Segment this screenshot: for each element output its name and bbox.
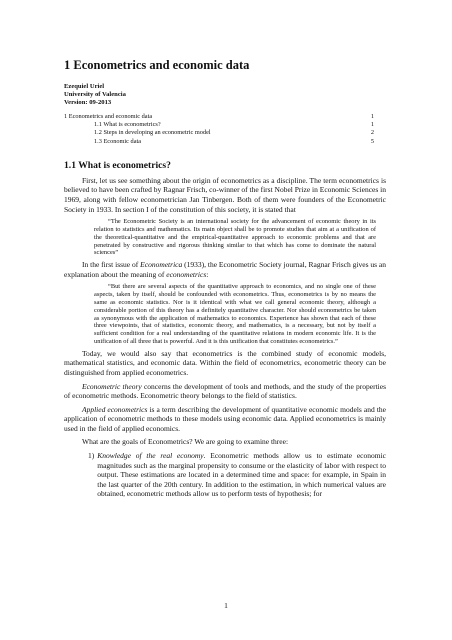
italic-text: Econometric theory xyxy=(82,381,142,391)
text-run: concerns the development of tools and methods, and the study of the properties of econometric methods. Econometric theory belongs to the field of statistics. xyxy=(64,381,387,401)
document-page xyxy=(64,58,386,499)
list-item xyxy=(88,451,386,499)
body-paragraph xyxy=(64,260,386,279)
body-paragraph: First, let us see something about the origin of econometrics as a discipline. The term econometrics is believed to have been crafted by Ragnar Frisch, co-winner of the first Nobel Prize in Economic Sciences in 1969, along with fellow econometrician Jan Tinbergen. Both of them were founders of the Econometric Society in 1933. In section I of the constitution of this society, it is stated that xyxy=(64,175,386,214)
toc-entry[interactable] xyxy=(64,113,386,121)
body-paragraph xyxy=(64,405,386,434)
text-run: In the first issue of xyxy=(82,260,141,270)
body-paragraph: What are the goals of Econometrics? We are going to examine three: xyxy=(82,437,289,447)
document-title: 1 Econometrics and economic data xyxy=(64,58,250,72)
text-run: . Econometric methods allow us to estimate economic magnitudes such as the marginal propensity to consume or the elasticity of labor with respect to output. These estimations are located in a determined time and space: for example, in Spain in the last quarter of the 20th century. In addition to the estimation, in which numerical values are obtained, econometric methods allow us to perform tests of hypothesis; for xyxy=(97,451,386,499)
toc-entry-label: 1 Econometrics and economic data xyxy=(64,113,153,120)
text-run: (1933), the Econometric Society journal, Ragnar Frisch gives us an explanation about the meaning of xyxy=(64,260,386,279)
italic-text: econometrics xyxy=(166,269,207,279)
page-number: 1 xyxy=(224,601,228,610)
italic-text: Applied econometrics xyxy=(82,404,148,414)
italic-text: Econometrica xyxy=(140,260,183,270)
toc-entry-page: 2 xyxy=(370,129,374,137)
text-run: : xyxy=(206,269,209,279)
toc-entry-page: 5 xyxy=(370,137,374,145)
block-quote: “But there are several aspects of the quantitative approach to economics, and no single one of these aspects, taken by itself, should be confounded with econometrics. Thus, econometrics is by no means the same as economic statistics. Nor is it identical with what we call general economic theory, although a considerable portion of this theory has a definitely quantitative character. Nor should econometrics be taken as synonymous with the application of mathematics to economics. Experience has shown that each of these three viewpoints, that of statistics, economic theory, and mathematics, is a necessary, but not by itself a sufficient condition for a real understanding of the quantitative relations in modern economic life. It is the unification of all three that is powerful. And it is this unification that constitutes econometrics.” xyxy=(94,283,376,345)
author-name: Ezequiel Uriel xyxy=(64,83,105,90)
author-affiliation: University of Valencia xyxy=(64,91,126,98)
toc-entry-label: 1.3 Economic data xyxy=(94,137,142,145)
body-paragraph: Today, we would also say that econometrics is the combined study of economic models, mathematical statistics, and economic data. Within the field of econometrics, econometric theory can be distinguished from applied econometrics. xyxy=(64,348,386,377)
section-heading: 1.1 What is econometrics? xyxy=(64,159,171,171)
list-number: 1) xyxy=(88,451,95,461)
table-of-contents xyxy=(64,113,386,146)
toc-entry-label: 1.2 Steps in developing an econometric model xyxy=(94,129,211,137)
list-item-text xyxy=(97,451,386,499)
text-run: is a term describing the development of quantitative economic models and the application of econometric methods to these models using economic data. Applied econometrics is mainly used in the field of applied economics. xyxy=(64,404,386,433)
body-paragraph xyxy=(64,382,386,401)
block-quote: “The Econometric Society is an international society for the advancement of economic theory in its relation to statistics and mathematics. Its main object shall be to promote studies that aim at a unification of the theoretical-quantitative and the empirical-quantitative approach to economic problems and that are penetrated by constructive and rigorous thinking similar to that which has come to dominate the natural sciences” xyxy=(94,218,376,257)
toc-entry-page: 1 xyxy=(370,121,374,129)
toc-entry-label: 1.1 What is econometrics? xyxy=(94,121,161,129)
toc-entry[interactable] xyxy=(64,138,386,146)
toc-entry[interactable] xyxy=(64,121,386,129)
document-version: Version: 09-2013 xyxy=(64,99,112,106)
toc-entry-page: 1 xyxy=(370,113,374,120)
toc-entry[interactable] xyxy=(64,129,386,137)
italic-text: Knowledge of the real economy xyxy=(97,451,204,461)
